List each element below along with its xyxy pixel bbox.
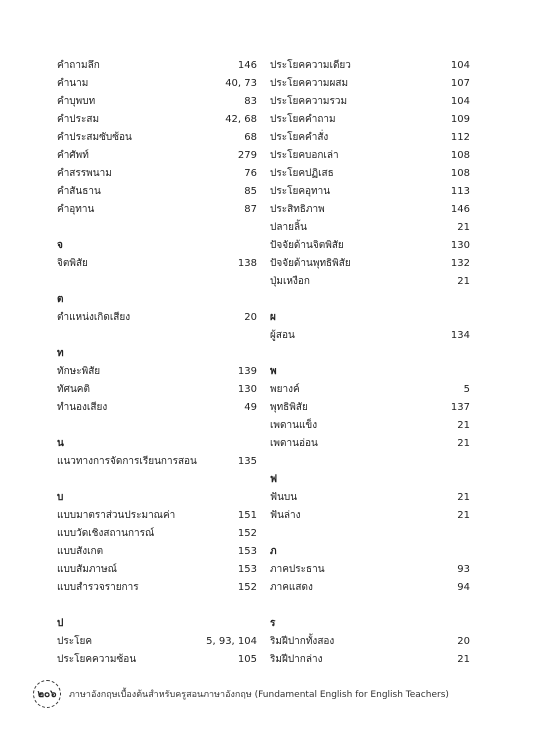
index-entry: [270, 579, 470, 597]
index-term: ฟันบน: [270, 492, 298, 503]
index-entry: [57, 453, 257, 471]
index-entry: [270, 219, 470, 237]
index-term: แบบสำรวจรายการ: [57, 582, 139, 593]
index-column-right: [270, 57, 470, 669]
index-page-ref: 130: [450, 240, 470, 251]
index-term: เพดานแข็ง: [270, 420, 318, 431]
index-term: แบบสังเกต: [57, 546, 104, 557]
index-entry: [57, 381, 257, 399]
index-page-ref: 153: [237, 546, 257, 557]
index-column-left: [57, 57, 257, 669]
index-entry: [270, 57, 470, 75]
index-page-ref: 108: [450, 150, 470, 161]
index-entry: [57, 525, 257, 543]
index-page-ref: 137: [450, 402, 470, 413]
section-letter: ร: [270, 618, 276, 629]
index-term: ภาคแสดง: [270, 582, 313, 593]
index-entry: [270, 129, 470, 147]
section-letter: ท: [57, 348, 64, 359]
index-page-ref: 20: [457, 636, 470, 647]
index-entry: [57, 561, 257, 579]
index-entry: [270, 255, 470, 273]
index-section-letter: [57, 435, 257, 453]
index-term: แบบวัดเชิงสถานการณ์: [57, 528, 155, 539]
index-entry: [57, 57, 257, 75]
running-footer-title: ภาษาอังกฤษเบื้องต้นสำหรับครูสอนภาษาอังกฤษ (Fundamental English for English Teachers): [69, 690, 449, 700]
index-spacer: [57, 219, 257, 237]
index-term: เพดานอ่อน: [270, 438, 318, 449]
index-term: ตำแหน่งเกิดเสียง: [57, 312, 131, 323]
section-letter: ภ: [270, 546, 277, 557]
index-entry: [57, 165, 257, 183]
index-term: ประโยคอุทาน: [270, 186, 331, 197]
index-entry: [270, 489, 470, 507]
index-spacer: [57, 597, 257, 615]
index-entry: [57, 399, 257, 417]
index-entry: [57, 75, 257, 93]
index-entry: [57, 543, 257, 561]
index-term: แบบมาตราส่วนประมาณค่า: [57, 510, 176, 521]
index-page-ref: 152: [237, 582, 257, 593]
index-section-letter: [270, 309, 470, 327]
index-page-ref: 153: [237, 564, 257, 575]
index-entry: [57, 507, 257, 525]
index-page-ref: 104: [450, 60, 470, 71]
index-term: ทำนองเสียง: [57, 402, 108, 413]
index-page-ref: 108: [450, 168, 470, 179]
index-page-ref: 68: [244, 132, 257, 143]
index-term: ประโยคคำสั่ง: [270, 132, 329, 143]
index-section-letter: [57, 615, 257, 633]
index-page-ref: 5: [463, 384, 470, 395]
index-page-ref: 146: [450, 204, 470, 215]
index-entry: [270, 435, 470, 453]
index-page-ref: 94: [457, 582, 470, 593]
index-term: ประสิทธิภาพ: [270, 204, 325, 215]
index-entry: [57, 579, 257, 597]
index-term: ริมฝีปากทั้งสอง: [270, 636, 335, 647]
index-entry: [57, 633, 257, 651]
index-section-letter: [270, 471, 470, 489]
index-entry: [270, 417, 470, 435]
index-spacer: [270, 525, 470, 543]
index-term: ปัจจัยด้านจิตพิสัย: [270, 240, 344, 251]
index-term: คำสันธาน: [57, 186, 101, 197]
index-entry: [57, 129, 257, 147]
index-entry: [57, 93, 257, 111]
index-page-ref: 151: [237, 510, 257, 521]
index-page-ref: 76: [244, 168, 257, 179]
index-entry: [57, 111, 257, 129]
index-term: ประโยคความรวม: [270, 96, 348, 107]
index-term: ผู้สอน: [270, 330, 295, 341]
index-entry: [57, 201, 257, 219]
index-page-ref: 21: [457, 654, 470, 665]
index-spacer: [57, 273, 257, 291]
index-entry: [57, 147, 257, 165]
index-page-ref: 21: [457, 420, 470, 431]
index-term: ประโยคบอกเล่า: [270, 150, 339, 161]
index-entry: [270, 93, 470, 111]
index-entry: [270, 237, 470, 255]
index-term: คำถามลึก: [57, 60, 100, 71]
index-page-ref: 138: [237, 258, 257, 269]
section-letter: จ: [57, 240, 63, 251]
index-page-ref: 21: [457, 438, 470, 449]
index-entry: [57, 255, 257, 273]
index-spacer: [57, 471, 257, 489]
index-entry: [57, 363, 257, 381]
index-page-ref: 139: [237, 366, 257, 377]
index-page-ref: 112: [450, 132, 470, 143]
index-page-ref: 132: [450, 258, 470, 269]
index-term: คำประสม: [57, 114, 100, 125]
index-section-letter: [270, 363, 470, 381]
index-entry: [270, 561, 470, 579]
index-term: ริมฝีปากล่าง: [270, 654, 323, 665]
index-page-ref: 135: [237, 456, 257, 467]
index-term: พุทธิพิสัย: [270, 402, 308, 413]
index-term: ทักษะพิสัย: [57, 366, 101, 377]
index-entry: [270, 633, 470, 651]
index-term: ทัศนคติ: [57, 384, 90, 395]
index-page-ref: 21: [457, 222, 470, 233]
index-term: ปุ่มเหงือก: [270, 276, 310, 287]
index-spacer: [270, 345, 470, 363]
index-term: แนวทางการจัดการเรียนการสอน: [57, 456, 197, 467]
index-entry: [270, 165, 470, 183]
section-letter: พ: [270, 366, 277, 377]
section-letter: ต: [57, 294, 64, 305]
index-term: ปัจจัยด้านพุทธิพิสัย: [270, 258, 351, 269]
index-entry: [270, 327, 470, 345]
index-term: คำอุทาน: [57, 204, 95, 215]
index-term: คำศัพท์: [57, 150, 89, 161]
index-entry: [57, 651, 257, 669]
section-letter: ผ: [270, 312, 276, 323]
section-letter: น: [57, 438, 64, 449]
index-spacer: [270, 597, 470, 615]
index-page-ref: 152: [237, 528, 257, 539]
page-number-badge: [33, 680, 61, 708]
index-entry: [57, 183, 257, 201]
page-footer: [33, 680, 513, 708]
index-entry: [57, 309, 257, 327]
index-term: ประโยคความซ้อน: [57, 654, 137, 665]
index-page-ref: 5, 93, 104: [206, 636, 257, 647]
index-page-ref: 42, 68: [225, 114, 257, 125]
index-term: ประโยคปฏิเสธ: [270, 168, 334, 179]
index-section-letter: [57, 291, 257, 309]
index-section-letter: [270, 543, 470, 561]
index-page-ref: 146: [237, 60, 257, 71]
index-term: คำบุพบท: [57, 96, 96, 107]
index-page-ref: 83: [244, 96, 257, 107]
index-page-ref: 20: [244, 312, 257, 323]
index-page-ref: 21: [457, 510, 470, 521]
index-section-letter: [270, 615, 470, 633]
section-letter: ป: [57, 618, 64, 629]
index-term: พยางค์: [270, 384, 300, 395]
index-term: ประโยคคำถาม: [270, 114, 336, 125]
index-page-ref: 40, 73: [225, 78, 257, 89]
index-entry: [270, 111, 470, 129]
page-number: ๒๐๖: [37, 688, 57, 700]
index-entry: [270, 507, 470, 525]
section-letter: บ: [57, 492, 64, 503]
index-section-letter: [57, 237, 257, 255]
index-page-ref: 85: [244, 186, 257, 197]
index-term: จิตพิสัย: [57, 258, 88, 269]
index-spacer: [57, 327, 257, 345]
index-term: ฟันล่าง: [270, 510, 301, 521]
index-entry: [270, 273, 470, 291]
index-term: ประโยคความผสม: [270, 78, 349, 89]
index-term: คำนาม: [57, 78, 89, 89]
index-entry: [270, 381, 470, 399]
index-page-ref: 279: [237, 150, 257, 161]
index-entry: [270, 399, 470, 417]
index-term: ภาคประธาน: [270, 564, 325, 575]
index-entry: [270, 183, 470, 201]
index-entry: [270, 147, 470, 165]
index-page-ref: 87: [244, 204, 257, 215]
index-section-letter: [57, 345, 257, 363]
index-term: คำสรรพนาม: [57, 168, 112, 179]
index-term: ประโยคความเดียว: [270, 60, 351, 71]
section-letter: ฟ: [270, 474, 278, 485]
index-spacer: [270, 453, 470, 471]
index-page-ref: 130: [237, 384, 257, 395]
index-page-ref: 21: [457, 276, 470, 287]
index-entry: [270, 201, 470, 219]
index-term: คำประสมซับซ้อน: [57, 132, 132, 143]
index-spacer: [57, 417, 257, 435]
index-page-ref: 109: [450, 114, 470, 125]
index-entry: [270, 651, 470, 669]
index-page-ref: 105: [237, 654, 257, 665]
index-page-ref: 134: [450, 330, 470, 341]
index-term: ปลายลิ้น: [270, 222, 307, 233]
index-term: แบบสัมภาษณ์: [57, 564, 117, 575]
index-page-ref: 104: [450, 96, 470, 107]
index-page-ref: 93: [457, 564, 470, 575]
index-spacer: [270, 291, 470, 309]
index-page-ref: 113: [450, 186, 470, 197]
index-entry: [270, 75, 470, 93]
index-page-ref: 49: [244, 402, 257, 413]
index-section-letter: [57, 489, 257, 507]
index-page-ref: 21: [457, 492, 470, 503]
index-page-ref: 107: [450, 78, 470, 89]
index-term: ประโยค: [57, 636, 93, 647]
